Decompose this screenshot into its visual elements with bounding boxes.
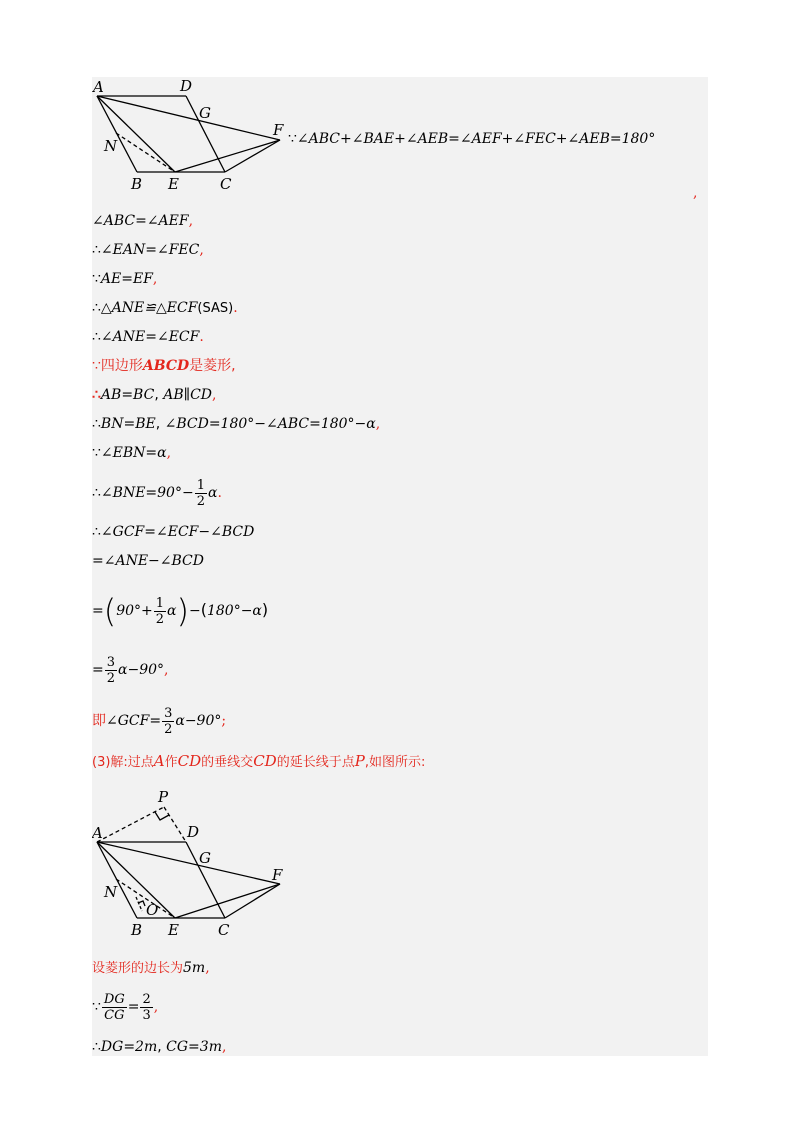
equation: =∠ANE−∠BCD (92, 553, 204, 569)
semicolon: ; (221, 713, 227, 729)
segment: CD (253, 752, 277, 770)
denominator: 2 (106, 670, 116, 686)
label-B: B (131, 175, 143, 193)
equals: = (92, 662, 104, 678)
text: ,如图所示: (364, 755, 426, 770)
label-E: E (168, 921, 179, 939)
text: 的垂线交 (201, 755, 254, 770)
right-paren: ) (261, 600, 269, 619)
text: 作 (164, 755, 178, 770)
because-symbol: ∵ (92, 271, 101, 287)
proof-line-4 (92, 270, 157, 288)
geometry-figure-1 (92, 77, 292, 195)
label-N: N (104, 137, 118, 155)
equation: ∠BNE=90°− (100, 485, 194, 501)
comma: , (153, 999, 159, 1015)
numerator: 3 (164, 705, 173, 721)
equation: AE=EF (100, 271, 153, 287)
because-symbol: ∵ (92, 999, 101, 1015)
label-O: O (146, 901, 159, 919)
numerator: 1 (196, 477, 205, 493)
because-symbol: ∵ (92, 358, 101, 374)
equation: ∠BCD=180°−∠ABC=180°−α (164, 416, 376, 432)
left-paren: ( (103, 592, 117, 630)
label-E: E (168, 175, 179, 193)
proof-line-14 (92, 590, 268, 631)
quadrilateral-name: ABCD (142, 358, 190, 374)
proof-line-3 (92, 241, 204, 259)
text: (3)解:过点 (92, 755, 154, 770)
because-symbol: ∵ (92, 445, 101, 461)
fraction-one-half (154, 596, 166, 627)
term: α−90° (175, 713, 222, 729)
separator: , (155, 416, 161, 432)
denominator: 2 (155, 611, 165, 627)
label-F: F (272, 866, 283, 884)
period: . (217, 485, 222, 501)
label-A: A (92, 824, 103, 842)
equation: ∠GCF=∠ECF−∠BCD (100, 524, 255, 540)
proof-line-17 (92, 752, 425, 772)
fraction-three-halves (162, 706, 174, 737)
equals: = (127, 999, 140, 1015)
proof-line-8 (92, 386, 216, 404)
fraction-three-halves (105, 655, 117, 686)
therefore-symbol: ∴ (92, 485, 101, 501)
comma: , (166, 445, 172, 461)
label-B: B (131, 921, 143, 939)
denominator: CG (104, 1007, 125, 1023)
because-symbol: ∵ (288, 131, 297, 147)
term: α−90° (118, 662, 165, 678)
equation: CG=3m (166, 1039, 222, 1055)
therefore-symbol: ∴ (92, 242, 101, 258)
label-F: F (273, 121, 284, 139)
therefore-symbol: ∴ (92, 329, 101, 345)
proof-line-7 (92, 357, 236, 375)
numerator: 3 (106, 654, 116, 670)
separator: , (154, 387, 159, 403)
label-C: C (218, 921, 230, 939)
proof-line-18 (92, 959, 210, 978)
numerator: DG (103, 991, 125, 1007)
comma: , (212, 387, 217, 403)
proof-line-6 (92, 328, 204, 346)
numerator: 2 (142, 991, 151, 1007)
term: 180°−α (206, 603, 262, 619)
fraction-two-thirds (140, 992, 152, 1023)
proof-line-19 (92, 987, 158, 1027)
therefore-symbol: ∴ (92, 300, 101, 316)
label-G: G (199, 104, 211, 122)
therefore-symbol: ∴ (92, 387, 101, 403)
comma: , (199, 242, 204, 258)
proof-line-20 (92, 1038, 226, 1056)
comma: , (375, 416, 381, 432)
label-G: G (199, 849, 211, 867)
proof-line-12 (92, 523, 254, 541)
side-length: 5m (183, 960, 206, 976)
comma: , (188, 213, 194, 229)
period: . (233, 300, 238, 316)
separator: , (157, 1039, 162, 1055)
fraction-one-half (195, 478, 207, 509)
denominator: 2 (196, 493, 205, 509)
segment: CD (177, 752, 202, 770)
minus: − (189, 603, 201, 619)
alpha: α (207, 485, 218, 501)
denominator: 3 (142, 1007, 151, 1023)
ratio-fraction (102, 992, 127, 1023)
proof-line-2 (92, 212, 193, 230)
therefore-symbol: ∴ (92, 416, 101, 432)
equation: ∠EBN=α (100, 445, 167, 461)
left-paren: ( (200, 600, 207, 619)
sas-note: (SAS) (197, 301, 234, 316)
equation: ∠GCF= (106, 713, 162, 729)
proof-line-15 (92, 652, 168, 688)
label-N: N (104, 883, 118, 901)
text: 四边形 (100, 358, 143, 374)
proof-line-11 (92, 475, 222, 511)
label-D: D (187, 823, 200, 841)
comma: , (205, 960, 210, 976)
equation: BN=BE (100, 416, 156, 432)
comma: , (221, 1039, 227, 1055)
comma: , (152, 271, 158, 287)
equation: ∠ABC=∠AEF (92, 213, 189, 229)
congruence: △ANE≌△ECF (100, 300, 198, 316)
parallel-statement: AB∥CD (163, 387, 213, 403)
label-A: A (93, 78, 104, 96)
numerator: 1 (155, 595, 165, 611)
proof-line-13 (92, 552, 204, 570)
label-D: D (180, 77, 193, 95)
text: 即 (92, 713, 106, 729)
line-1-comma (693, 184, 697, 202)
equals: = (92, 603, 104, 619)
equation: AB=BC (100, 387, 155, 403)
alpha: α (167, 603, 177, 619)
proof-line-10 (92, 444, 171, 462)
geometry-figure-2 (92, 785, 292, 943)
proof-line-1 (288, 130, 655, 148)
text: 设菱形的边长为 (92, 961, 184, 976)
label-P: P (158, 788, 169, 806)
equation: DG=2m (100, 1039, 158, 1055)
angle-sum-equation: ∠ABC+∠BAE+∠AEB=∠AEF+∠FEC+∠AEB=180° (296, 131, 656, 147)
point: A (153, 752, 165, 770)
equation: ∠EAN=∠FEC (100, 242, 200, 258)
therefore-symbol: ∴ (92, 1039, 101, 1055)
text: 是菱形, (189, 358, 236, 374)
proof-line-5 (92, 299, 238, 318)
comma: , (164, 662, 169, 678)
term: 90°+ (116, 603, 153, 619)
right-paren: ) (176, 592, 189, 630)
therefore-symbol: ∴ (92, 524, 101, 540)
point: P (354, 752, 365, 770)
comma: , (693, 185, 698, 201)
label-C: C (220, 175, 232, 193)
equation: ∠ANE=∠ECF (100, 329, 200, 345)
proof-line-16 (92, 703, 226, 739)
proof-line-9 (92, 415, 380, 433)
denominator: 2 (164, 721, 173, 737)
text: 的延长线于点 (276, 755, 355, 770)
period: . (199, 329, 204, 345)
